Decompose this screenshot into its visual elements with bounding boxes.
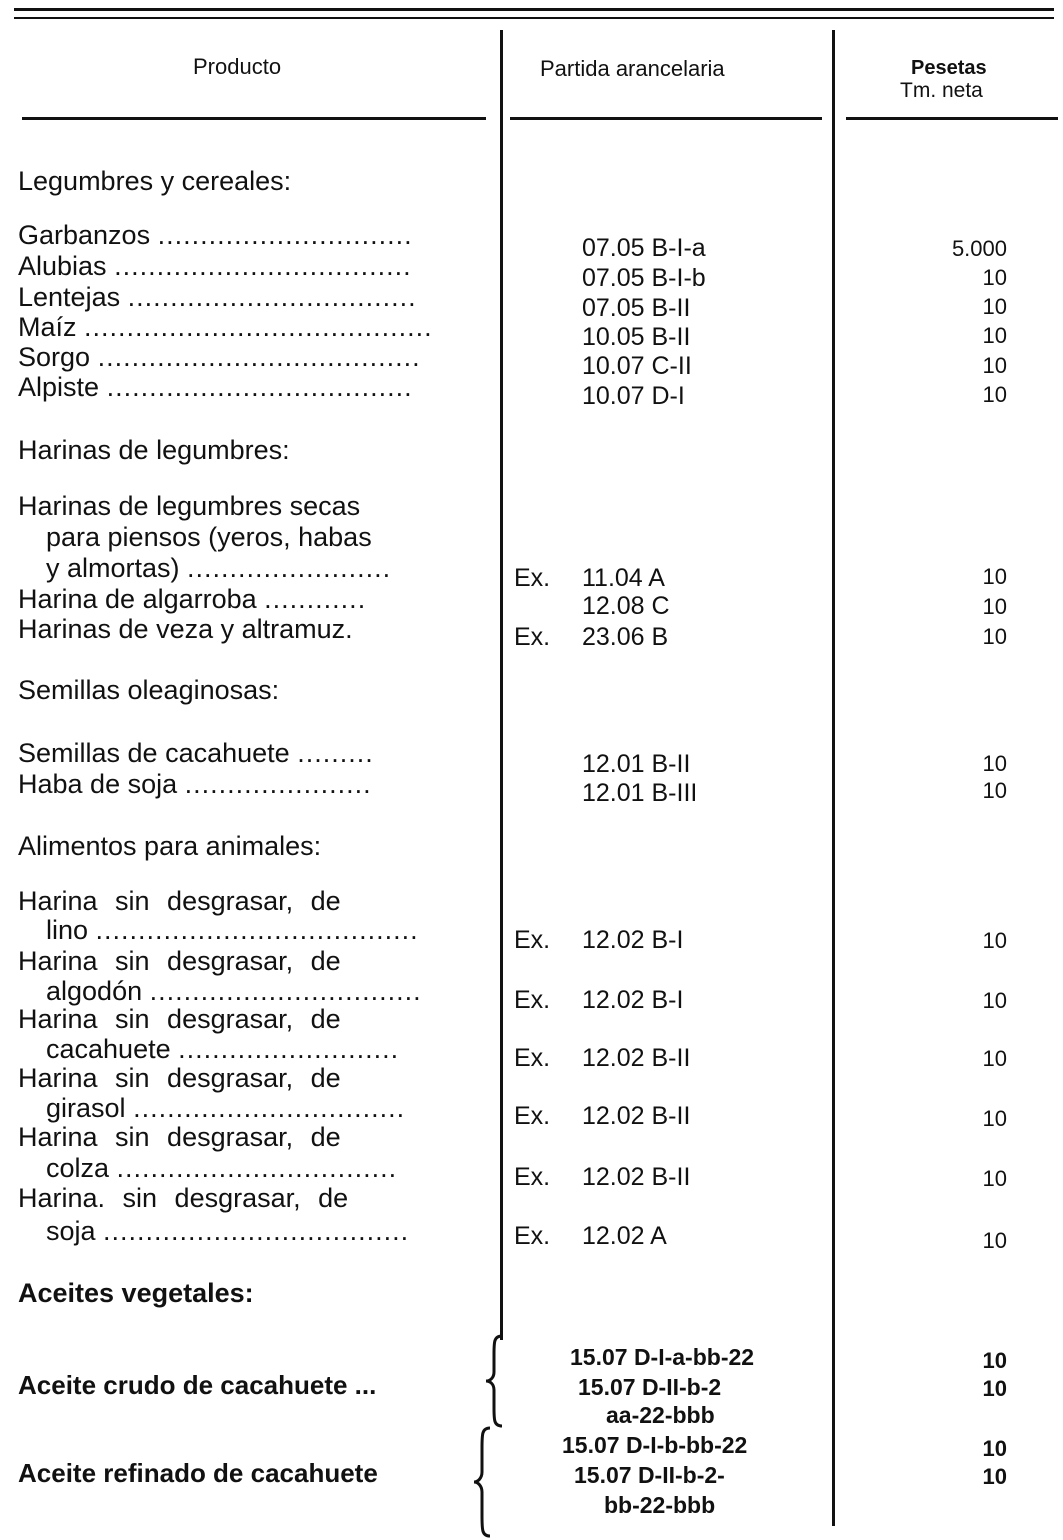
header-tm-neta: Tm. neta <box>900 79 983 102</box>
pesetas-value: 10 <box>982 1106 1007 1131</box>
tariff-code: 12.02 B-II <box>582 1044 691 1072</box>
section-title: Legumbres y cereales: <box>18 166 292 196</box>
section-title: Aceites vegetales: <box>18 1278 254 1308</box>
tariff-code: 15.07 D-I-a-bb-22 <box>570 1344 755 1370</box>
tariff-prefix: Ex. <box>514 623 551 651</box>
tariff-code: 12.02 B-II <box>582 1102 691 1130</box>
product-name: Semillas de cacahuete ......... <box>18 738 374 768</box>
product-name: Aceite crudo de cacahuete ... <box>18 1370 377 1400</box>
pesetas-value: 10 <box>982 382 1007 407</box>
product-name: y almortas) ........................ <box>46 553 392 583</box>
tariff-code: 07.05 B-II <box>582 294 691 322</box>
product-name-line: Harina sin desgrasar, de <box>18 1063 341 1093</box>
tariff-code: 15.07 D-II-b-2- <box>574 1462 725 1488</box>
header-tariff: Partida arancelaria <box>540 56 725 81</box>
product-name: girasol ................................ <box>46 1093 406 1123</box>
product-name: Aceite refinado de cacahuete <box>18 1458 378 1488</box>
product-name-line: para piensos (yeros, habas <box>46 522 372 552</box>
product-name-line: Harina sin desgrasar, de <box>18 946 341 976</box>
tariff-code: 12.01 B-III <box>582 779 698 807</box>
pesetas-value: 10 <box>982 988 1007 1013</box>
pesetas-value: 10 <box>982 1046 1007 1071</box>
header-underline-tariff <box>510 117 822 120</box>
pesetas-value: 10 <box>982 594 1007 619</box>
pesetas-value: 10 <box>982 1228 1007 1253</box>
pesetas-value: 10 <box>982 928 1007 953</box>
tariff-code: 12.02 A <box>582 1222 667 1250</box>
product-name: soja .................................... <box>46 1216 410 1246</box>
product-name: cacahuete .......................... <box>46 1034 400 1064</box>
tariff-code: 12.02 B-I <box>582 926 684 954</box>
pesetas-value: 10 <box>982 1436 1007 1461</box>
tariff-prefix: Ex. <box>514 1163 551 1191</box>
product-name: Haba de soja ...................... <box>18 769 372 799</box>
pesetas-value: 10 <box>982 265 1007 290</box>
product-name-line: Harina sin desgrasar, de <box>18 1004 341 1034</box>
pesetas-value: 10 <box>982 751 1007 776</box>
section-title: Alimentos para animales: <box>18 831 322 861</box>
pesetas-value: 10 <box>982 1464 1007 1489</box>
pesetas-value: 10 <box>982 1166 1007 1191</box>
tariff-prefix: Ex. <box>514 926 551 954</box>
header-product: Producto <box>193 54 282 79</box>
tariff-code: 15.07 D-II-b-2 <box>578 1374 722 1400</box>
tariff-code-continued: bb-22-bbb <box>604 1492 716 1518</box>
product-name: Harinas de veza y altramuz. <box>18 614 353 644</box>
product-name: algodón ................................ <box>46 976 422 1006</box>
tariff-code: 12.01 B-II <box>582 750 691 778</box>
product-name: Harina de algarroba ............ <box>18 584 367 614</box>
tariff-code: 12.02 B-II <box>582 1163 691 1191</box>
pesetas-value: 10 <box>982 1348 1007 1373</box>
product-name: Lentejas .................................. <box>18 282 417 312</box>
tariff-prefix: Ex. <box>514 564 551 592</box>
product-name-line: Harinas de legumbres secas <box>18 491 361 521</box>
product-name-line: Harina. sin desgrasar, de <box>18 1183 349 1213</box>
pesetas-value: 10 <box>982 353 1007 378</box>
product-name: colza ................................. <box>46 1153 398 1183</box>
column-divider-2 <box>832 30 835 1526</box>
header-underline-pesetas <box>846 117 1058 120</box>
product-name: Garbanzos .............................. <box>18 220 413 250</box>
pesetas-value: 10 <box>982 1376 1007 1401</box>
tariff-prefix: Ex. <box>514 1044 551 1072</box>
header-pesetas: Pesetas <box>911 57 987 79</box>
tariff-prefix: Ex. <box>514 1222 551 1250</box>
pesetas-value: 5.000 <box>951 236 1007 261</box>
tariff-code-continued: aa-22-bbb <box>606 1402 715 1428</box>
product-name: Alpiste .................................... <box>18 372 413 402</box>
tariff-prefix: Ex. <box>514 986 551 1014</box>
top-rule-thin <box>14 17 1054 19</box>
top-rule-thick <box>14 8 1054 11</box>
product-name-line: Harina sin desgrasar, de <box>18 1122 341 1152</box>
column-divider-1 <box>500 30 503 1340</box>
product-name: Sorgo ...................................... <box>18 342 421 372</box>
product-name-line: Harina sin desgrasar, de <box>18 886 341 916</box>
pesetas-value: 10 <box>982 564 1007 589</box>
tariff-code: 23.06 B <box>582 623 669 651</box>
pesetas-value: 10 <box>982 294 1007 319</box>
left-brace-icon <box>484 1334 506 1428</box>
pesetas-value: 10 <box>982 778 1007 803</box>
tariff-code: 11.04 A <box>582 564 665 592</box>
tariff-code: 15.07 D-I-b-bb-22 <box>562 1432 748 1458</box>
tariff-code: 10.07 C-II <box>582 352 692 380</box>
product-name: lino ...................................... <box>46 915 419 945</box>
tariff-code: 10.05 B-II <box>582 323 691 351</box>
tariff-code: 12.08 C <box>582 592 670 620</box>
product-name: Maíz ......................................... <box>18 312 433 342</box>
pesetas-value: 10 <box>982 323 1007 348</box>
tariff-prefix: Ex. <box>514 1102 551 1130</box>
tariff-code: 07.05 B-I-b <box>582 264 706 292</box>
tariff-code: 12.02 B-I <box>582 986 684 1014</box>
header-underline-product <box>22 117 486 120</box>
section-title: Harinas de legumbres: <box>18 435 290 465</box>
pesetas-value: 10 <box>982 624 1007 649</box>
product-name: Alubias ................................... <box>18 251 412 281</box>
left-brace-icon <box>472 1426 494 1538</box>
section-title: Semillas oleaginosas: <box>18 675 280 705</box>
tariff-code: 07.05 B-I-a <box>582 234 706 262</box>
tariff-code: 10.07 D-I <box>582 382 685 410</box>
